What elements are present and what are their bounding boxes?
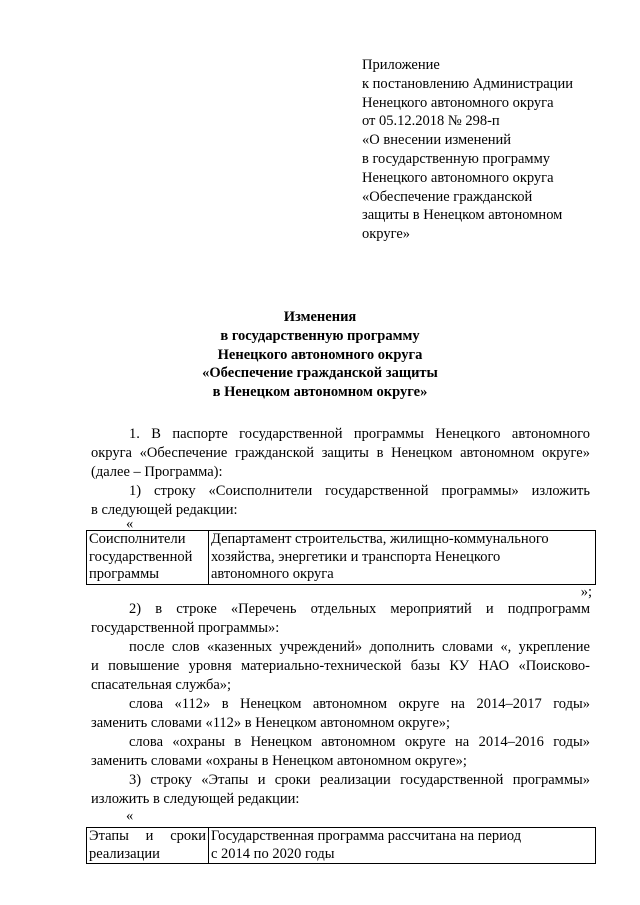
paragraph-5-line-2: заменить словами «112» в Ненецком автономном округе»; (91, 715, 451, 731)
appendix-line: округе» (362, 226, 411, 243)
open-quote-2: « (126, 808, 134, 824)
paragraph-5-line-1: слова «112» в Ненецком автономном округе на 2014–2017 годы» (129, 696, 590, 712)
paragraph-4-line-3: спасательная служба»; (91, 677, 232, 693)
appendix-header (362, 56, 573, 244)
title-line: «Обеспечение гражданской защиты (202, 365, 438, 382)
paragraph-6-line-1: слова «охраны в Ненецком автономном округе на 2014–2016 годы» (129, 734, 590, 750)
appendix-line: от 05.12.2018 № 298-п (362, 113, 500, 130)
appendix-line: Приложение (362, 57, 440, 73)
title-line: в Ненецком автономном округе» (212, 384, 428, 401)
title-line: Изменения (283, 309, 357, 325)
paragraph-3-line-2: государственной программы»: (91, 620, 280, 636)
paragraph-3-line-1: 2) в строке «Перечень отдельных мероприятий и подпрограмм (129, 601, 590, 617)
paragraph-1-line-3: (далее – Программа): (91, 464, 223, 480)
cell-line: хозяйства, энергетики и транспорта Ненецкого (211, 548, 501, 565)
appendix-line: «О внесении изменений (362, 132, 512, 149)
appendix-line: защиты в Ненецком автономном (362, 207, 563, 224)
cell-line: автономного округа (211, 566, 334, 582)
cell-line: Государственная программа рассчитана на период (211, 828, 522, 844)
cell-line: Департамент строительства, жилищно-коммунального (211, 531, 549, 547)
paragraph-4-line-2: и повышение уровня материально-технической базы КУ НАО «Поисково- (91, 658, 590, 674)
paragraph-2-line-2: в следующей редакции: (91, 502, 238, 518)
appendix-line: Ненецкого автономного округа (362, 169, 554, 186)
title-line: Ненецкого автономного округа (217, 346, 423, 363)
paragraph-7-line-2: изложить в следующей редакции: (91, 791, 300, 807)
paragraph-2-line-1: 1) строку «Соисполнители государственной программы» изложить (129, 483, 590, 499)
cell-line: с 2014 по 2020 годы (211, 845, 335, 862)
paragraph-1-line-2: округа «Обеспечение гражданской защиты в Ненецком автономном округе» (91, 445, 590, 461)
stages-table (86, 827, 596, 864)
cell-line: Этапы и сроки (89, 828, 206, 844)
paragraph-6-line-2: заменить словами «охраны в Ненецком автономном округе»; (91, 753, 467, 769)
open-quote-1: « (126, 516, 134, 532)
cell-line: реализации (89, 845, 160, 862)
cell-line: Соисполнители (89, 531, 186, 547)
paragraph-1-line-1: 1. В паспорте государственной программы Ненецкого автономного (129, 426, 590, 442)
stages-value-cell (209, 828, 596, 864)
stages-label-cell (87, 828, 209, 864)
appendix-line: к постановлению Администрации (362, 75, 573, 92)
co-executors-table (86, 530, 596, 585)
close-quote-1: »; (580, 584, 592, 600)
document-title (0, 308, 640, 402)
title-line: в государственную программу (220, 327, 420, 344)
appendix-line: в государственную программу (362, 150, 551, 167)
cell-line: государственной (89, 548, 193, 565)
appendix-line: «Обеспечение гражданской (362, 188, 533, 205)
cell-line: программы (89, 566, 159, 582)
paragraph-7-line-1: 3) строку «Этапы и сроки реализации государственной программы» (129, 772, 590, 788)
co-executors-value-cell (209, 531, 596, 585)
paragraph-4-line-1: после слов «казенных учреждений» дополнить словами «, укрепление (129, 639, 590, 655)
co-executors-label-cell (87, 531, 209, 585)
appendix-line: Ненецкого автономного округа (362, 94, 554, 111)
